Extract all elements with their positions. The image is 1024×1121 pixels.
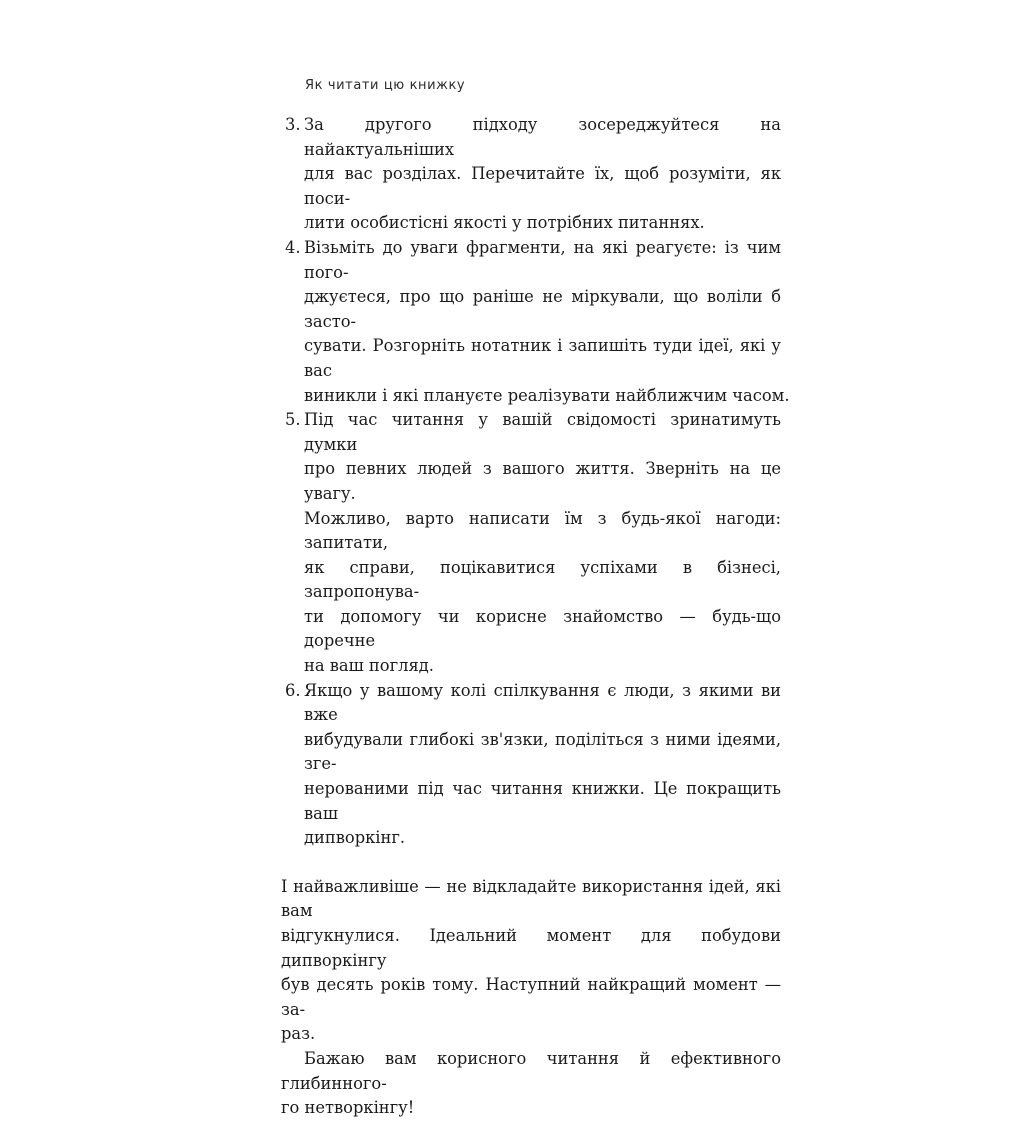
text-line: І найважливіше — не відкладайте використання ідей, які вам: [281, 876, 781, 921]
text-line: ти допомогу чи корисне знайомство — будь-що доречне: [304, 606, 781, 651]
text-line: був десять років тому. Наступний найкращий момент — за-: [281, 975, 781, 1019]
text-line: го нетворкінгу!: [281, 1098, 415, 1118]
text-line: Можливо, варто написати їм з будь-якої нагоди: запитати,: [304, 508, 781, 553]
text-line: дипворкінг.: [304, 828, 406, 848]
list-item-6: [281, 679, 781, 851]
text-line: джуєтеся, про що раніше не міркували, що воліли б засто-: [304, 287, 781, 331]
text-line: на ваш погляд.: [304, 656, 434, 676]
list-number: 4.: [285, 237, 301, 257]
text-line: як справи, поцікавитися успіхами в бізнесі, запропонува-: [304, 557, 781, 602]
text-line: для вас розділах. Перечитайте їх, щоб розуміти, як поси-: [304, 164, 781, 208]
text-line: вибудували глибокі зв'язки, поділіться з ними ідеями, зге-: [304, 729, 781, 774]
text-line: про певних людей з вашого життя. Зверніть на це увагу.: [304, 459, 781, 503]
page-body: [281, 113, 790, 1121]
list-number: 6.: [285, 680, 301, 700]
list-item-4: [281, 236, 790, 408]
text-line: лити особистісні якості у потрібних питаннях.: [304, 213, 705, 233]
text-line: За другого підходу зосереджуйтеся на найактуальніших: [304, 115, 781, 159]
text-line: раз.: [281, 1024, 316, 1044]
wish-paragraph: [281, 1047, 781, 1121]
closing-paragraph: [281, 875, 781, 1047]
text-line: Бажаю вам корисного читання й ефективного глибинного-: [281, 1048, 781, 1093]
text-line: Якщо у вашому колі спілкування є люди, з якими ви вже: [304, 680, 781, 725]
text-line: сувати. Розгорніть нотатник і запишіть туди ідеї, які у вас: [304, 336, 781, 380]
list-item-5: [281, 408, 781, 679]
text-line: виникли і які плануєте реалізувати найближчим часом.: [304, 385, 790, 405]
text-line: відгукнулися. Ідеальний момент для побудови дипворкінгу: [281, 926, 781, 970]
list-item-3: [281, 113, 781, 236]
text-line: Під час читання у вашій свідомості зринатимуть думки: [304, 410, 781, 454]
text-line: нерованими під час читання книжки. Це покращить ваш: [304, 779, 781, 823]
text-line: Візьміть до уваги фрагменти, на які реагуєте: із чим пого-: [304, 237, 781, 282]
running-head: Як читати цю книжку: [305, 78, 466, 93]
list-number: 3.: [285, 115, 301, 134]
list-number: 5.: [285, 410, 301, 430]
